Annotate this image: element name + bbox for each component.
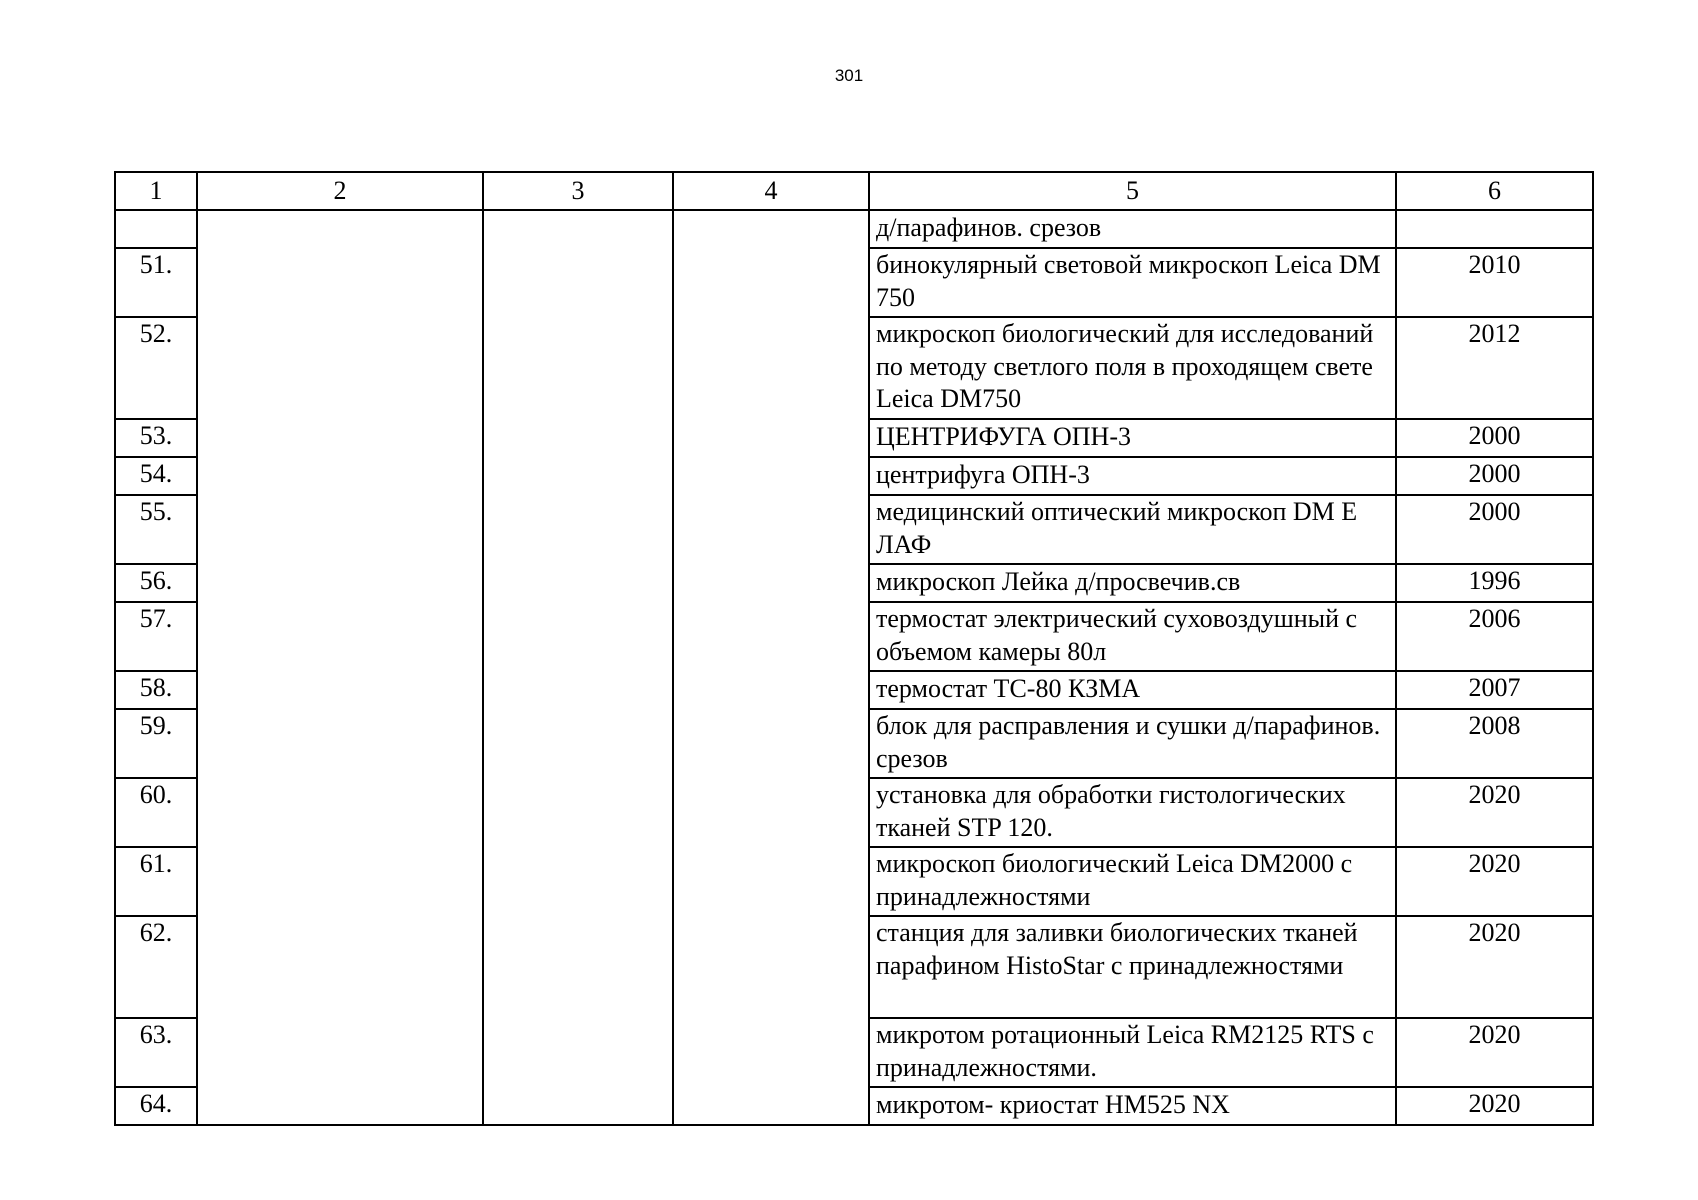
equipment-year: 2000 — [1396, 457, 1593, 495]
equipment-description: термостат ТС-80 КЗМА — [869, 671, 1396, 709]
equipment-description: установка для обработки гистологических тканей STP 120. — [869, 778, 1396, 847]
column-3-cell — [483, 210, 673, 1125]
equipment-year: 2020 — [1396, 778, 1593, 847]
column-header-1: 1 — [115, 172, 197, 210]
row-number: 56. — [115, 564, 197, 602]
equipment-year: 2006 — [1396, 602, 1593, 671]
equipment-year: 2000 — [1396, 495, 1593, 564]
equipment-year: 2007 — [1396, 671, 1593, 709]
row-number: 51. — [115, 248, 197, 317]
column-header-5: 5 — [869, 172, 1396, 210]
row-number: 54. — [115, 457, 197, 495]
equipment-year: 2000 — [1396, 419, 1593, 457]
row-number: 60. — [115, 778, 197, 847]
equipment-year: 1996 — [1396, 564, 1593, 602]
equipment-description: термостат электрический суховоздушный с объемом камеры 80л — [869, 602, 1396, 671]
row-number: 59. — [115, 709, 197, 778]
column-2-cell — [197, 210, 483, 1125]
equipment-description: микротом- криостат HM525 NX — [869, 1087, 1396, 1125]
equipment-description: станция для заливки биологических тканей парафином HistoStar с принадлежностями — [869, 916, 1396, 1018]
equipment-description: микроскоп биологический для исследований по методу светлого поля в проходящем свете Leica DM750 — [869, 317, 1396, 419]
equipment-description: блок для расправления и сушки д/парафинов. срезов — [869, 709, 1396, 778]
row-number: 55. — [115, 495, 197, 564]
row-number: 53. — [115, 419, 197, 457]
column-header-3: 3 — [483, 172, 673, 210]
equipment-description: центрифуга ОПН-3 — [869, 457, 1396, 495]
equipment-table — [114, 171, 1594, 1126]
equipment-year: 2010 — [1396, 248, 1593, 317]
equipment-description: микротом ротационный Leica RM2125 RTS с принадлежностями. — [869, 1018, 1396, 1087]
row-number: 57. — [115, 602, 197, 671]
equipment-year: 2020 — [1396, 1018, 1593, 1087]
table-body — [115, 210, 1593, 1125]
row-number: 62. — [115, 916, 197, 1018]
row-number: 58. — [115, 671, 197, 709]
table-row — [115, 210, 1593, 248]
row-number — [115, 210, 197, 248]
equipment-year: 2012 — [1396, 317, 1593, 419]
column-header-4: 4 — [673, 172, 869, 210]
equipment-description: микроскоп биологический Leica DM2000 с принадлежностями — [869, 847, 1396, 916]
equipment-description: д/парафинов. срезов — [869, 210, 1396, 248]
equipment-year: 2020 — [1396, 916, 1593, 1018]
header-row — [115, 172, 1593, 210]
equipment-description: микроскоп Лейка д/просвечив.св — [869, 564, 1396, 602]
column-header-6: 6 — [1396, 172, 1593, 210]
column-4-cell — [673, 210, 869, 1125]
row-number: 52. — [115, 317, 197, 419]
equipment-description: ЦЕНТРИФУГА ОПН-3 — [869, 419, 1396, 457]
equipment-year — [1396, 210, 1593, 248]
row-number: 63. — [115, 1018, 197, 1087]
row-number: 64. — [115, 1087, 197, 1125]
equipment-description: бинокулярный световой микроскоп Leica DM 750 — [869, 248, 1396, 317]
row-number: 61. — [115, 847, 197, 916]
equipment-description: медицинский оптический микроскоп DM E ЛАФ — [869, 495, 1396, 564]
equipment-year: 2020 — [1396, 847, 1593, 916]
equipment-year: 2008 — [1396, 709, 1593, 778]
page-number: 301 — [834, 66, 864, 85]
column-header-2: 2 — [197, 172, 483, 210]
equipment-year: 2020 — [1396, 1087, 1593, 1125]
